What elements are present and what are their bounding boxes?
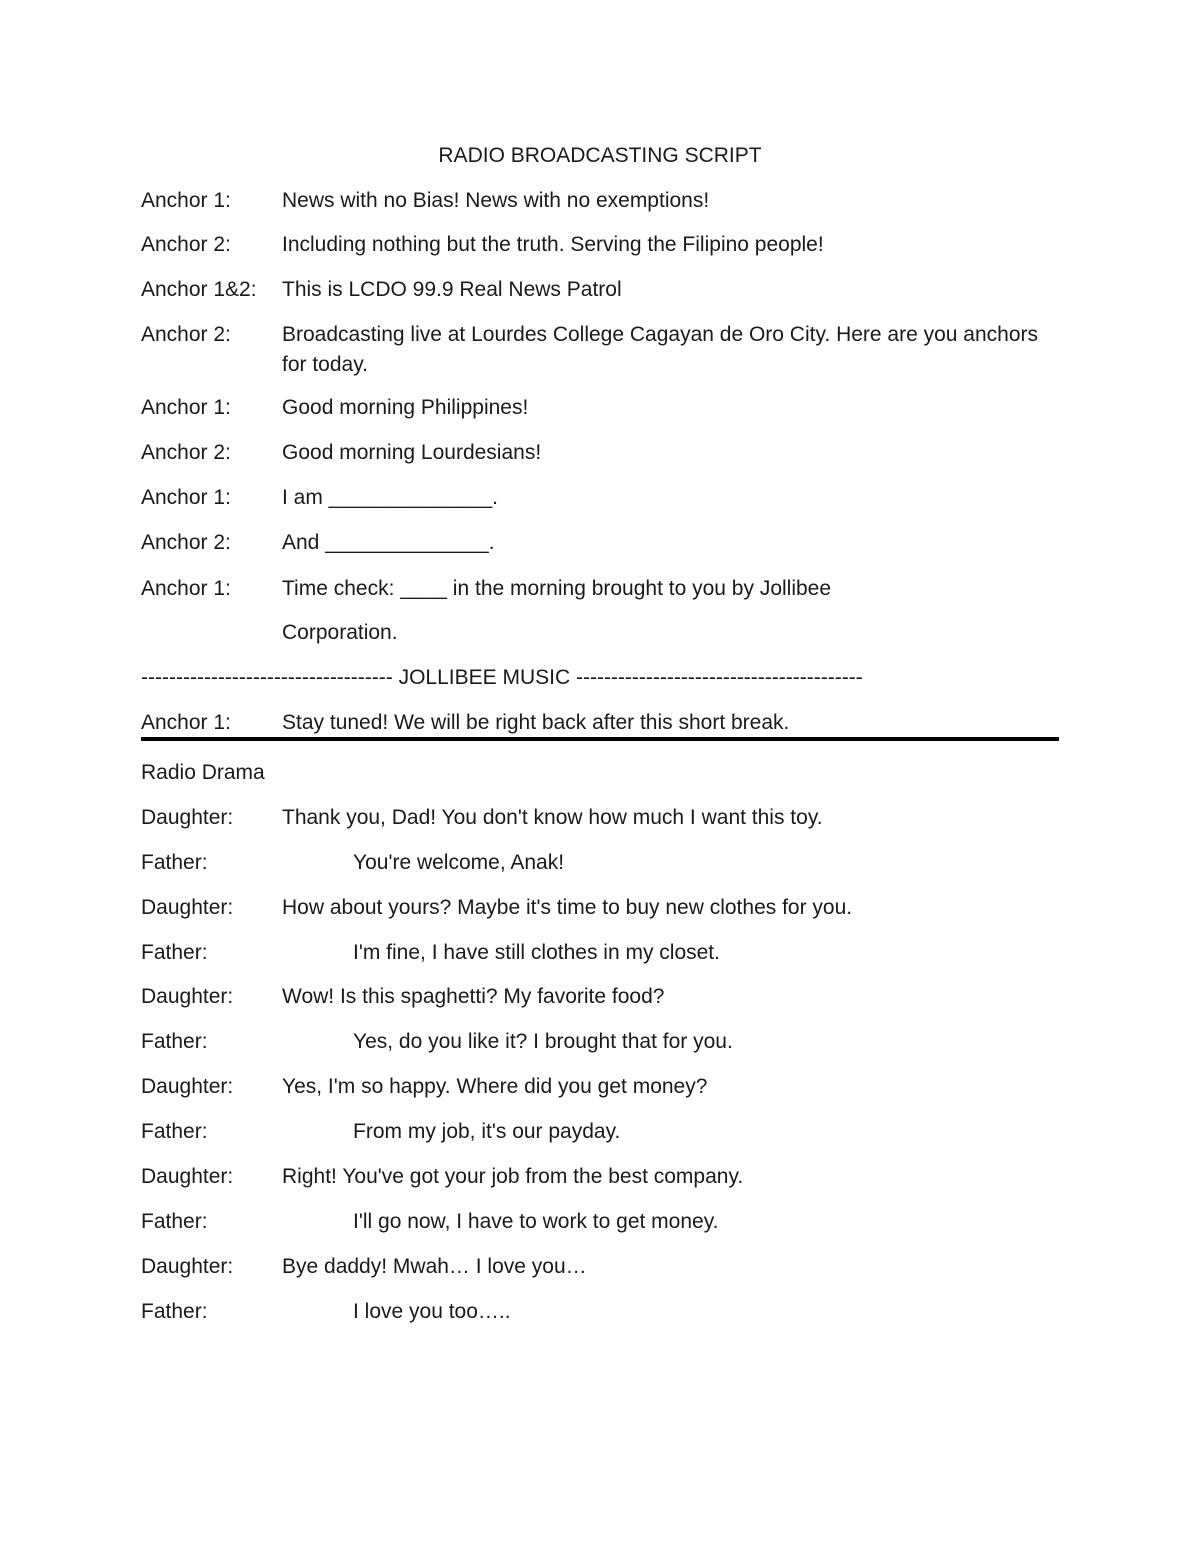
speaker-label: Father: [141, 851, 208, 874]
speaker-label: Daughter: [141, 985, 234, 1008]
dialogue-text: News with no Bias! News with no exemptions! [282, 189, 710, 212]
speaker-label: Father: [141, 1030, 208, 1053]
dialogue-text: I'll go now, I have to work to get money. [353, 1210, 719, 1233]
section-heading: Radio Drama [141, 761, 265, 784]
speaker-label: Anchor 1: [141, 711, 231, 734]
dialogue-text: And ______________. [282, 531, 495, 554]
music-break: ------------------------------------ JOLLIBEE MUSIC ----------------------------------------- [141, 666, 863, 689]
dialogue-text: Yes, I'm so happy. Where did you get money? [282, 1075, 708, 1098]
dialogue-text: Wow! Is this spaghetti? My favorite food? [282, 985, 665, 1008]
dialogue-text: Bye daddy! Mwah… I love you… [282, 1255, 587, 1278]
speaker-label: Father: [141, 1120, 208, 1143]
speaker-label: Anchor 1: [141, 486, 231, 509]
speaker-label: Anchor 1: [141, 577, 231, 600]
section-divider [141, 737, 1059, 741]
dialogue-text: Good morning Philippines! [282, 396, 529, 419]
dialogue-text: I am ______________. [282, 486, 499, 509]
speaker-label: Anchor 2: [141, 233, 231, 256]
document-title: RADIO BROADCASTING SCRIPT [438, 144, 762, 167]
dialogue-text: Good morning Lourdesians! [282, 441, 542, 464]
speaker-label: Father: [141, 1210, 208, 1233]
speaker-label: Anchor 1&2: [141, 278, 257, 301]
speaker-label: Anchor 2: [141, 531, 231, 554]
dialogue-text: Including nothing but the truth. Serving the Filipino people! [282, 233, 824, 256]
dialogue-text: I'm fine, I have still clothes in my closet. [353, 941, 720, 964]
dialogue-text: This is LCDO 99.9 Real News Patrol [282, 278, 622, 301]
dialogue-text: Stay tuned! We will be right back after this short break. [282, 711, 790, 734]
dialogue-text: Thank you, Dad! You don't know how much I want this toy. [282, 806, 823, 829]
speaker-label: Daughter: [141, 1165, 234, 1188]
speaker-label: Daughter: [141, 1255, 234, 1278]
dialogue-text: Right! You've got your job from the best company. [282, 1165, 744, 1188]
dialogue-text: Broadcasting live at Lourdes College Cagayan de Oro City. Here are you anchors for today. [282, 323, 1039, 376]
dialogue-text: I love you too….. [353, 1300, 511, 1323]
dialogue-text: Time check: ____ in the morning brought to you by Jollibee [282, 577, 832, 600]
speaker-label: Daughter: [141, 1075, 234, 1098]
speaker-label: Anchor 2: [141, 441, 231, 464]
speaker-label: Anchor 1: [141, 396, 231, 419]
script-line [141, 320, 1061, 380]
dialogue-text: You're welcome, Anak! [353, 851, 565, 874]
dialogue-text: Corporation. [282, 621, 398, 644]
speaker-label: Anchor 1: [141, 189, 231, 212]
dialogue-text: From my job, it's our payday. [353, 1120, 621, 1143]
speaker-label: Father: [141, 941, 208, 964]
dialogue-text: How about yours? Maybe it's time to buy new clothes for you. [282, 896, 853, 919]
speaker-label: Daughter: [141, 896, 234, 919]
speaker-label: Father: [141, 1300, 208, 1323]
speaker-label: Anchor 2: [141, 323, 231, 346]
dialogue-text: Yes, do you like it? I brought that for you. [353, 1030, 733, 1053]
speaker-label: Daughter: [141, 806, 234, 829]
